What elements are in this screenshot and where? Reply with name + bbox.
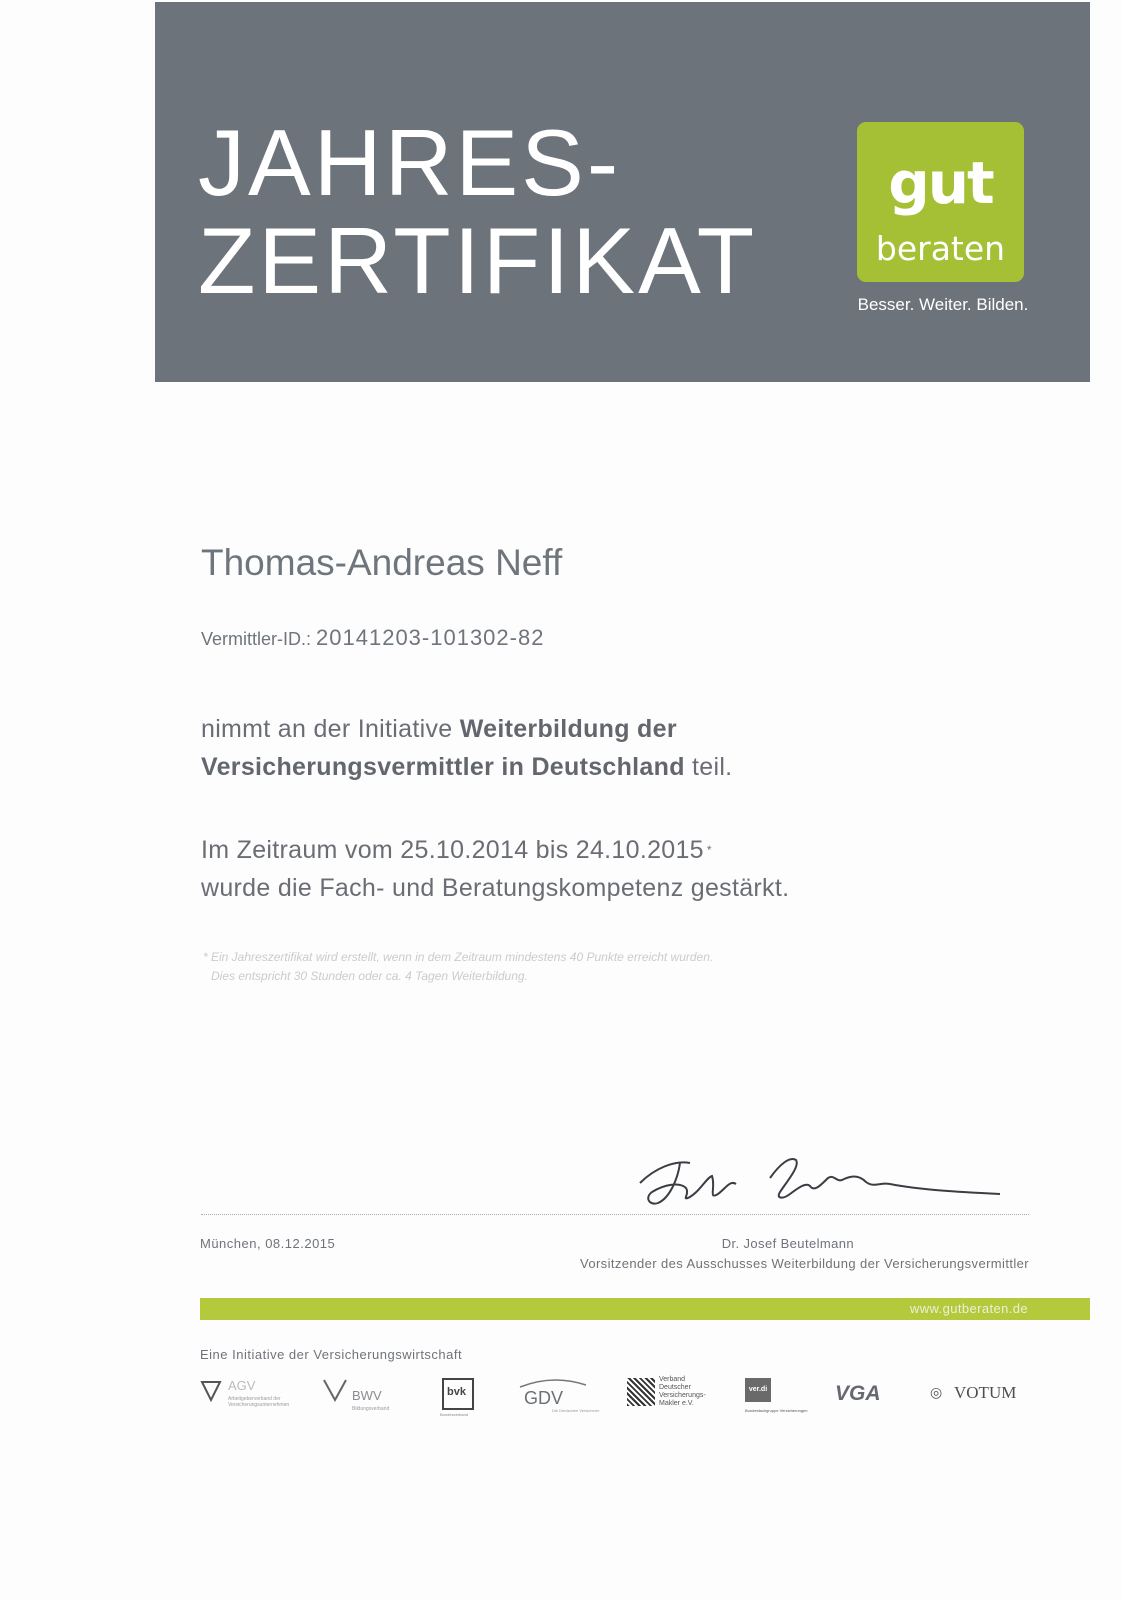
- website-link[interactable]: www.gutberaten.de: [909, 1301, 1028, 1316]
- statement-text-2: teil.: [684, 753, 733, 781]
- period-statement: [201, 831, 789, 907]
- header-banner: [155, 2, 1090, 382]
- recipient-name: Thomas-Andreas Neff: [201, 542, 563, 583]
- votum-mark-icon: ◎: [930, 1384, 943, 1400]
- signer-role: Vorsitzender des Ausschusses Weiterbildung der Versicherungsvermittler: [579, 1256, 1029, 1271]
- agv-subtitle: Arbeitgeberverband der Versicherungsunternehmen: [228, 1396, 290, 1408]
- period-prefix: Im Zeitraum vom: [201, 836, 401, 864]
- bwv-subtitle: Bildungsverband: [352, 1406, 390, 1412]
- intermediary-id-value: 20141203-101302-82: [316, 625, 545, 650]
- partner-logo-votum: [930, 1378, 1030, 1422]
- bwv-name: BWV: [352, 1388, 382, 1403]
- bvk-subtitle: Bundesverband: [440, 1412, 469, 1417]
- footnote-marker: *: [706, 843, 712, 857]
- place-and-date: München, 08.12.2015: [200, 1236, 336, 1251]
- intermediary-id-label: Vermittler-ID.:: [201, 629, 312, 649]
- partner-logo-vdvm: [627, 1378, 717, 1422]
- signature-line: [201, 1214, 1029, 1215]
- vdvm-name: Verband Deutscher Versicherungs-Makler e.V.: [659, 1376, 706, 1407]
- period-mid: bis: [528, 836, 576, 864]
- logo-slogan: Besser. Weiter. Bilden.: [857, 295, 1029, 314]
- footer-bar: [200, 1298, 1090, 1320]
- initiative-label: Eine Initiative der Versicherungswirtschaft: [200, 1347, 463, 1362]
- partner-logo-verdi: [745, 1378, 813, 1422]
- agv-mark-icon: [200, 1380, 222, 1402]
- vdvm-mark-icon: [627, 1378, 655, 1406]
- gdv-arc-icon: [518, 1378, 588, 1388]
- partner-logo-bvk: [440, 1378, 476, 1422]
- gdv-name: GDV: [524, 1388, 564, 1408]
- partner-logo-vga: [835, 1378, 895, 1422]
- footnote: [203, 948, 713, 986]
- vga-name: VGA: [835, 1382, 881, 1405]
- signer-name: Dr. Josef Beutelmann: [721, 1236, 854, 1251]
- footnote-line-1: * Ein Jahreszertifikat wird erstellt, wenn in dem Zeitraum mindestens 40 Punkte erreicht wurden.: [203, 950, 714, 964]
- title-line-2: ZERTIFIKAT: [198, 208, 758, 313]
- handwritten-signature: [630, 1148, 1010, 1218]
- partner-logo-agv: [200, 1378, 290, 1422]
- footnote-line-2: Dies entspricht 30 Stunden oder ca. 4 Tagen Weiterbildung.: [211, 969, 528, 983]
- partner-logo-bwv: [322, 1378, 412, 1422]
- statement-initiative-name: Weiterbildung der Versicherungsvermittler in Deutschland: [201, 715, 685, 781]
- logo-word-gut: gut: [888, 149, 993, 217]
- agv-name: AGV: [228, 1378, 256, 1393]
- bvk-name: bvk: [447, 1386, 466, 1398]
- intermediary-id: [201, 625, 544, 651]
- statement-text-1: nimmt an der Initiative: [201, 715, 460, 743]
- partner-logo-gdv: [512, 1378, 600, 1422]
- title-line-1: JAHRES-: [198, 110, 622, 215]
- bwv-mark-icon: [322, 1378, 348, 1402]
- participation-statement: [201, 710, 801, 786]
- period-to: 24.10.2015: [575, 836, 704, 864]
- gdv-subtitle: Die Deutschen Versicherer: [552, 1408, 600, 1413]
- gut-beraten-logo: [857, 122, 1024, 282]
- certificate-title: [198, 110, 758, 313]
- votum-name: VOTUM: [954, 1383, 1017, 1402]
- period-from: 25.10.2014: [400, 836, 529, 864]
- verdi-subtitle: Bundesfachgruppe Versicherungen: [745, 1408, 808, 1413]
- period-line-2: wurde die Fach- und Beratungskompetenz gestärkt.: [201, 874, 790, 902]
- verdi-name: ver.di: [745, 1378, 771, 1402]
- logo-word-beraten: beraten: [875, 229, 1006, 268]
